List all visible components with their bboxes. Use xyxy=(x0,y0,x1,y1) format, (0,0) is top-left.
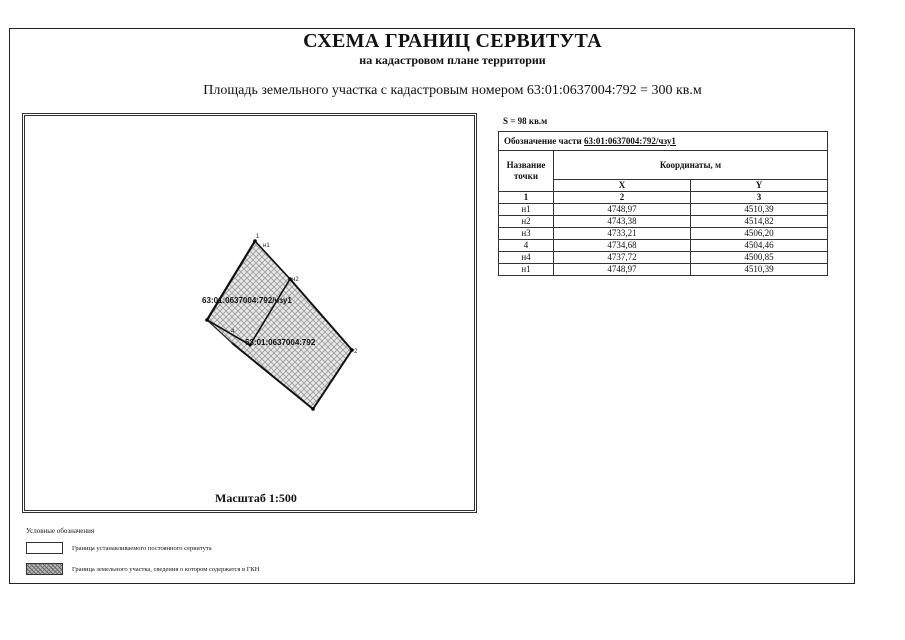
table-number-row xyxy=(499,192,828,204)
point-y: 4500,85 xyxy=(691,252,828,264)
point-x: 4748,97 xyxy=(554,264,691,276)
table-header-row xyxy=(499,151,828,180)
caption-prefix: Обозначение части xyxy=(504,135,584,146)
scale-label: Масштаб 1:500 xyxy=(215,491,297,505)
point-name: н1 xyxy=(499,264,554,276)
legend-swatch-parcel xyxy=(26,563,63,575)
point-x: 4733,21 xyxy=(554,228,691,240)
point-x: 4734,68 xyxy=(554,240,691,252)
coordinates-table xyxy=(498,131,828,276)
point-y: 4510,39 xyxy=(691,204,828,216)
column-header-x: X xyxy=(554,180,691,192)
vertex-point xyxy=(311,407,315,411)
parcel-label: 63:01:0637004:792 xyxy=(245,338,316,347)
table-row xyxy=(499,252,828,264)
table-row xyxy=(499,240,828,252)
point-x: 4737,72 xyxy=(554,252,691,264)
legend-text-easement: Граница устанавливаемого постоянного сервитута xyxy=(72,545,212,552)
table-row xyxy=(499,228,828,240)
cadastral-plan xyxy=(22,113,477,513)
table-row xyxy=(499,204,828,216)
point-label-n1: н1 xyxy=(263,243,270,249)
column-number: 1 xyxy=(499,192,554,204)
page-subtitle: на кадастровом плане территории xyxy=(359,53,546,67)
column-number: 2 xyxy=(554,192,691,204)
page-title: СХЕМА ГРАНИЦ СЕРВИТУТА xyxy=(303,30,602,52)
column-header-name: Название точки xyxy=(499,151,554,192)
point-name: н2 xyxy=(499,216,554,228)
easement-label: 63:01:0637004:792/чзу1 xyxy=(202,296,292,305)
easement-area: S = 98 кв.м xyxy=(503,116,548,126)
point-label-4: 4 xyxy=(231,329,235,335)
vertex-point xyxy=(205,318,209,322)
table-caption xyxy=(499,132,828,151)
point-y: 4514,82 xyxy=(691,216,828,228)
legend-text-parcel: Граница земельного участка, сведения о котором содержатся в ГКН xyxy=(72,566,260,573)
point-name: н1 xyxy=(499,204,554,216)
point-y: 4506,20 xyxy=(691,228,828,240)
column-header-y: Y xyxy=(691,180,828,192)
column-header-coords: Координаты, м xyxy=(554,151,828,180)
legend-swatch-easement xyxy=(26,542,63,554)
table-caption-row xyxy=(499,132,828,151)
point-name: 4 xyxy=(499,240,554,252)
table-row xyxy=(499,216,828,228)
point-x: 4743,38 xyxy=(554,216,691,228)
legend-title: Условные обозначения xyxy=(26,527,95,535)
point-y: 4504,46 xyxy=(691,240,828,252)
point-label-1: 1 xyxy=(256,234,260,240)
area-statement: Площадь земельного участка с кадастровым номером 63:01:0637004:792 = 300 кв.м xyxy=(203,83,702,98)
point-x: 4748,97 xyxy=(554,204,691,216)
point-name: н4 xyxy=(499,252,554,264)
column-number: 3 xyxy=(691,192,828,204)
point-name: н3 xyxy=(499,228,554,240)
point-label-n2: н2 xyxy=(292,277,299,283)
point-label-2: 2 xyxy=(354,349,358,355)
point-y: 4510,39 xyxy=(691,264,828,276)
table-row xyxy=(499,264,828,276)
caption-id: 63:01:0637004:792/чзу1 xyxy=(583,135,676,146)
